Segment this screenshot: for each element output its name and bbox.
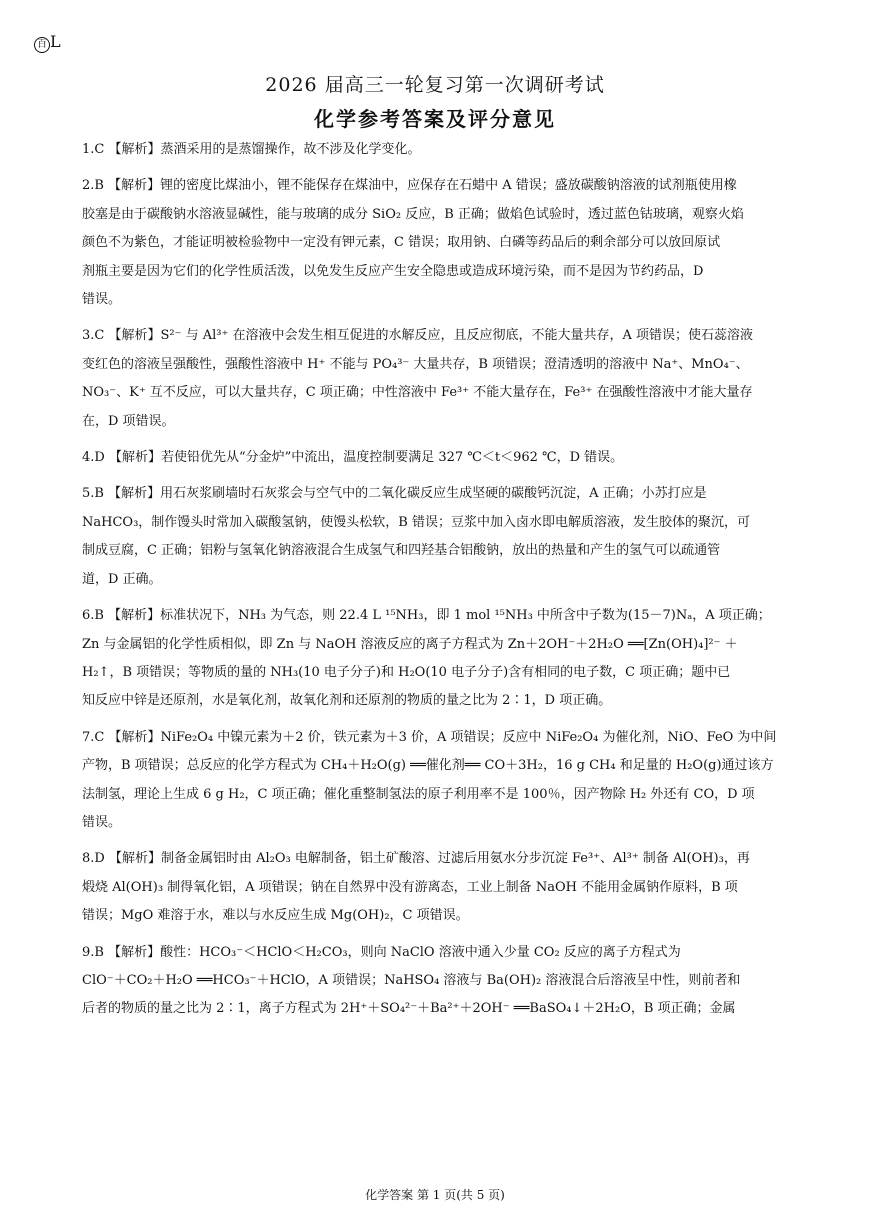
answer-line: Zn 与金属铝的化学性质相似，即 Zn 与 NaOH 溶液反应的离子方程式为 Zn＋2OH⁻＋2H₂O ══[Zn(OH)₄]²⁻ ＋ [82,636,738,652]
answer-line: 胶塞是由于碳酸钠水溶液显碱性，能与玻璃的成分 SiO₂ 反应，B 正确；做焰色试验时，透过蓝色钴玻璃，观察火焰 [82,206,744,222]
answer-subtitle: 化学参考答案及评分意见 [314,107,556,131]
answer-line: 6.B 【解析】标准状况下，NH₃ 为气态，则 22.4 L ¹⁵NH₃，即 1 mol ¹⁵NH₃ 中所含中子数为(15－7)Nₐ，A 项正确； [82,608,771,624]
answer-line: 错误；MgO 难溶于水，难以与水反应生成 Mg(OH)₂，C 项错误。 [82,908,469,924]
stamp-mark [34,32,61,53]
answer-line: 4.D 【解析】若使铅优先从“分金炉”中流出，温度控制要满足 327 ℃＜t＜962 ℃，D 错误。 [82,450,624,466]
answer-line: 错误。 [82,292,122,308]
stamp-letter: L [50,32,61,51]
answer-item [82,444,804,472]
answer-line: 知反应中锌是还原剂，水是氧化剂，故氧化剂和还原剂的物质的量之比为 2∶1，D 项正确。 [82,693,612,709]
exam-title: 2026 届高三一轮复习第一次调研考试 [265,74,605,96]
answer-line: 剂瓶主要是因为它们的化学性质活泼，以免发生反应产生安全隐患或造成环境污染，而不是因为节约药品，D [82,263,704,279]
answer-line: 5.B 【解析】用石灰浆刷墙时石灰浆会与空气中的二氧化碳反应生成坚硬的碳酸钙沉淀，A 正确；小苏打应是 [82,486,707,502]
answer-line: 后者的物质的量之比为 2∶1，离子方程式为 2H⁺＋SO₄²⁻＋Ba²⁺＋2OH⁻ ══BaSO₄↓＋2H₂O，B 项正确；金属 [82,1001,736,1017]
answer-line: 2.B 【解析】锂的密度比煤油小，锂不能保存在煤油中，应保存在石蜡中 A 错误；盛放碳酸钠溶液的试剂瓶使用橡 [82,178,737,194]
answer-line: 1.C 【解析】蒸酒采用的是蒸馏操作，故不涉及化学变化。 [82,142,421,157]
answer-line: 变红色的溶液呈强酸性，强酸性溶液中 H⁺ 不能与 PO₄³⁻ 大量共存，B 项错误；澄清透明的溶液中 Na⁺、MnO₄⁻、 [82,356,749,372]
page-footer: 化学答案 第 1 页(共 5 页) [365,1188,505,1202]
answer-line: 8.D 【解析】制备金属铝时由 Al₂O₃ 电解制备，铝土矿酸溶、过滤后用氨水分步沉淀 Fe³⁺、Al³⁺ 制备 Al(OH)₃，再 [82,851,750,867]
answer-line: ClO⁻＋CO₂＋H₂O ══HCO₃⁻＋HClO，A 项错误；NaHSO₄ 溶液与 Ba(OH)₂ 溶液混合后溶液呈中性，则前者和 [82,972,741,988]
answer-line: 颜色不为紫色，才能证明被检验物中一定没有钾元素，C 错误；取用钠、白磷等药品后的剩余部分可以放回原试 [82,235,721,251]
answer-line: 法制氢，理论上生成 6 g H₂，C 项正确；催化重整制氢法的原子利用率不是 100％，因产物除 H₂ 外还有 CO，D 项 [82,786,755,802]
answer-line: 7.C 【解析】NiFe₂O₄ 中镍元素为＋2 价，铁元素为＋3 价，A 项错误；反应中 NiFe₂O₄ 为催化剂，NiO、FeO 为中间 [82,729,777,745]
answer-line: NaHCO₃，制作馒头时常加入碳酸氢钠，使馒头松软，B 错误；豆浆中加入卤水即电解质溶液，发生胶体的聚沉，可 [82,514,750,530]
answer-list [82,136,804,1024]
answer-item [82,845,804,930]
answer-line: 煅烧 Al(OH)₃ 制得氧化铝，A 项错误；钠在自然界中没有游离态，工业上制备 NaOH 不能用金属钠作原料，B 项 [82,879,738,895]
answer-line: 9.B 【解析】酸性：HCO₃⁻＜HClO＜H₂CO₃，则向 NaClO 溶液中通入少量 CO₂ 反应的离子方程式为 [82,944,681,960]
answer-line: 错误。 [82,814,122,830]
answer-item [82,322,804,436]
answer-line: 制成豆腐，C 正确；铝粉与氢氧化钠溶液混合生成氢气和四羟基合铝酸钠，放出的热量和产生的氢气可以疏通管 [82,543,721,559]
answer-line: 在，D 项错误。 [82,413,175,429]
answer-item [82,724,804,838]
stamp-circle: 百 [34,37,50,53]
answer-line: NO₃⁻、K⁺ 互不反应，可以大量共存，C 项正确；中性溶液中 Fe³⁺ 不能大量存在，Fe³⁺ 在强酸性溶液中才能大量存 [82,385,753,401]
answer-line: H₂↑，B 项错误；等物质的量的 NH₃(10 电子分子)和 H₂O(10 电子分子)含有相同的电子数，C 项正确；题中已 [82,664,731,680]
answer-line: 3.C 【解析】S²⁻ 与 Al³⁺ 在溶液中会发生相互促进的水解反应，且反应彻底，不能大量共存，A 项错误；使石蕊溶液 [82,328,753,344]
answer-item [82,172,804,314]
answer-item [82,939,804,1024]
answer-item [82,136,804,164]
answer-item [82,480,804,594]
answer-item [82,602,804,716]
answer-line: 产物，B 项错误；总反应的化学方程式为 CH₄＋H₂O(g) ══催化剂══ CO＋3H₂，16 g CH₄ 和足量的 H₂O(g)通过该方 [82,758,774,774]
answer-line: 道，D 正确。 [82,571,162,587]
